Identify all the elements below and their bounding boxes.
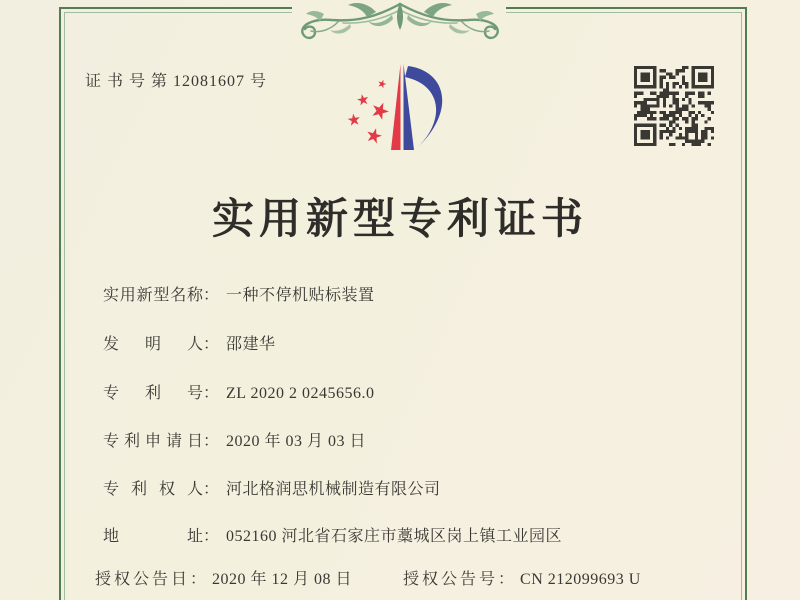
frame-left-outer-line xyxy=(59,7,61,600)
field-label: 地址 xyxy=(103,528,203,545)
field-colon: ： xyxy=(203,287,220,304)
field-inventor xyxy=(103,334,276,356)
frame-top-inner-left xyxy=(64,12,292,13)
green-flourish-ornament-icon xyxy=(278,0,522,44)
field-utility-model-name xyxy=(103,285,375,307)
field-label: 专利权人 xyxy=(103,481,203,498)
frame-top-outer-left xyxy=(59,7,292,9)
field-filing-date xyxy=(103,431,366,453)
certificate-number: 证 书 号 第 12081607 号 xyxy=(85,73,268,90)
frame-right-inner-line xyxy=(741,12,742,600)
field-patentee xyxy=(103,479,441,501)
field-value: 一种不停机贴标装置 xyxy=(226,287,375,304)
field-colon: ： xyxy=(203,528,220,545)
field-patent-number xyxy=(103,383,374,405)
field-value: 邵建华 xyxy=(226,336,276,353)
field-value: ZL 2020 2 0245656.0 xyxy=(226,385,375,402)
field-value: 河北格润思机械制造有限公司 xyxy=(226,481,441,498)
field-label: 发明人 xyxy=(103,336,203,353)
field-colon: ： xyxy=(203,385,220,402)
cnipa-patent-logo-icon xyxy=(345,56,451,155)
grant-date-colon: ： xyxy=(190,571,207,588)
grant-number xyxy=(403,569,641,591)
field-colon: ： xyxy=(203,433,220,450)
frame-right-outer-line xyxy=(745,7,747,600)
frame-left-inner-line xyxy=(64,12,65,600)
field-colon: ： xyxy=(203,481,220,498)
frame-top-inner-right xyxy=(506,12,741,13)
frame-top-outer-right xyxy=(506,7,747,9)
field-label: 专利号 xyxy=(103,385,203,402)
field-value: 2020 年 03 月 03 日 xyxy=(226,433,367,450)
grant-number-value: CN 212099693 U xyxy=(520,571,641,588)
grant-date-value: 2020 年 12 月 08 日 xyxy=(212,571,353,588)
qr-code-icon xyxy=(634,66,714,146)
field-value: 052160 河北省石家庄市藁城区岗上镇工业园区 xyxy=(226,528,563,545)
grant-number-colon: ： xyxy=(498,571,515,588)
field-label: 实用新型名称 xyxy=(103,287,203,304)
field-colon: ： xyxy=(203,336,220,353)
certificate-title: 实用新型专利证书 xyxy=(211,197,588,243)
grant-number-label: 授权公告号 xyxy=(403,571,499,588)
grant-date-label: 授权公告日 xyxy=(95,571,191,588)
grant-date xyxy=(95,569,352,591)
field-address xyxy=(103,526,562,548)
field-label: 专利申请日 xyxy=(103,433,203,450)
